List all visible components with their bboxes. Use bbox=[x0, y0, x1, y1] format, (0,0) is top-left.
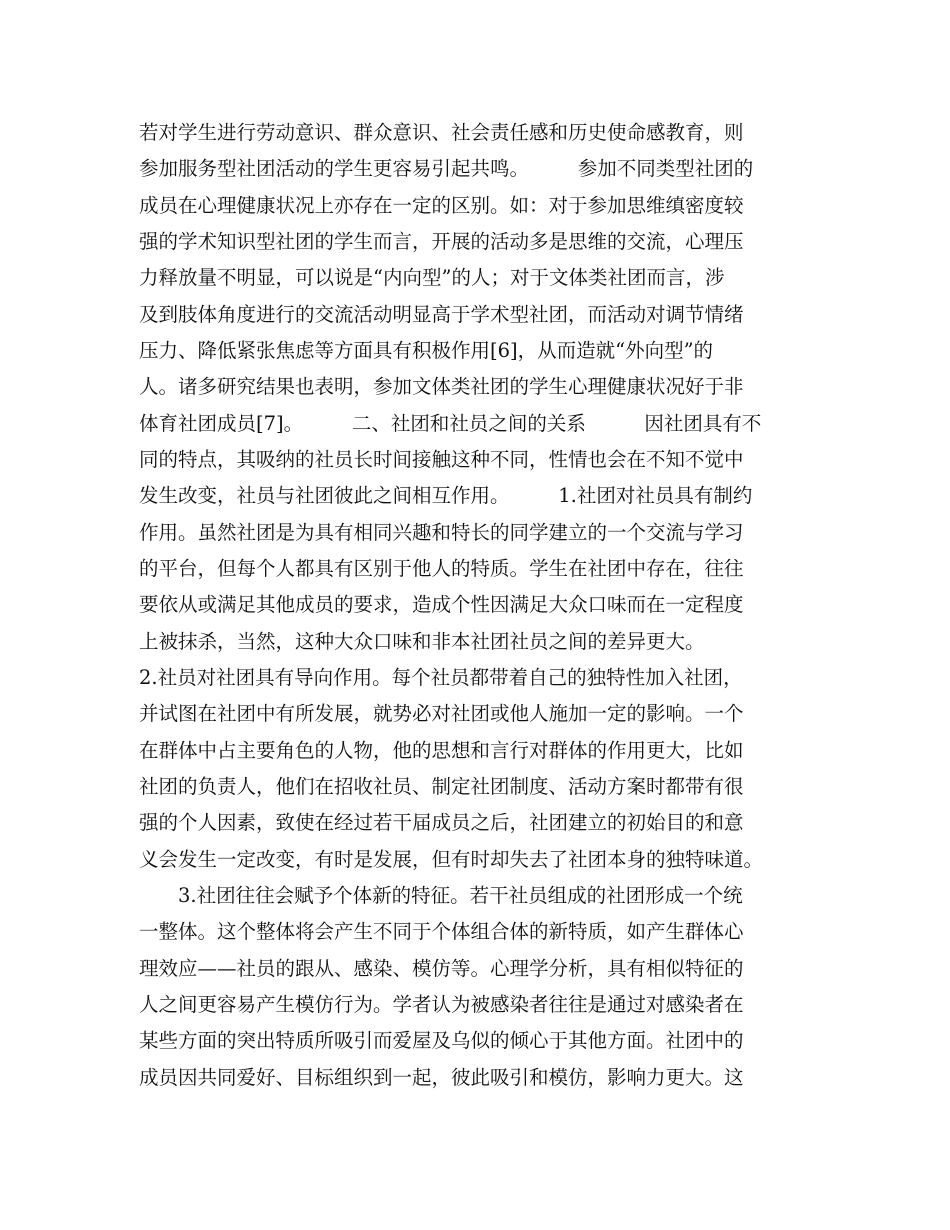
text-line: 同的特点，其吸纳的社员长时间接触这种不同，性情也会在不知不觉中 bbox=[139, 448, 744, 471]
text-line: 压力、降低紧张焦虑等方面具有积极作用[6]，从而造就“外向型”的 bbox=[139, 339, 714, 362]
text-line: 体育社团成员[7]。 二、社团和社员之间的关系 因社团具有不 bbox=[139, 412, 762, 435]
text-line: 社团的负责人，他们在招收社员、制定社团制度、活动方案时都带有很 bbox=[139, 775, 744, 798]
text-line: 一整体。这个整体将会产生不同于个体组合体的新特质，如产生群体心 bbox=[139, 920, 744, 943]
text-line: 成员因共同爱好、目标组织到一起，彼此吸引和模仿，影响力更大。这 bbox=[139, 1066, 744, 1089]
text-line: 发生改变，社员与社团彼此之间相互作用。 1.社团对社员具有制约 bbox=[139, 484, 753, 507]
text-line: 若对学生进行劳动意识、群众意识、社会责任感和历史使命感教育，则 bbox=[139, 121, 744, 144]
text-line: 成员在心理健康状况上亦存在一定的区别。如：对于参加思维缜密度较 bbox=[139, 194, 744, 217]
text-line: 作用。虽然社团是为具有相同兴趣和特长的同学建立的一个交流与学习 bbox=[139, 521, 744, 544]
text-line: 在群体中占主要角色的人物，他的思想和言行对群体的作用更大，比如 bbox=[139, 739, 744, 762]
text-line: 要依从或满足其他成员的要求，造成个性因满足大众口味而在一定程度 bbox=[139, 593, 744, 616]
text-line: 人之间更容易产生模仿行为。学者认为被感染者往往是通过对感染者在 bbox=[139, 993, 744, 1016]
text-line: 强的学术知识型社团的学生而言，开展的活动多是思维的交流，心理压 bbox=[139, 230, 744, 253]
text-line: 上被抹杀，当然，这种大众口味和非本社团社员之间的差异更大。 bbox=[139, 630, 705, 653]
text-line: 理效应——社员的跟从、感染、模仿等。心理学分析，具有相似特征的 bbox=[139, 957, 744, 980]
text-line: 义会发生一定改变，有时是发展，但有时却失去了社团本身的独特味道。 bbox=[139, 848, 764, 871]
text-line: 2.社员对社团具有导向作用。每个社员都带着自己的独特性加入社团， bbox=[139, 666, 743, 689]
text-line: 参加服务型社团活动的学生更容易引起共鸣。 参加不同类型社团的 bbox=[139, 157, 754, 180]
text-line: 某些方面的突出特质所吸引而爱屋及乌似的倾心于其他方面。社团中的 bbox=[139, 1029, 744, 1052]
text-line: 及到肢体角度进行的交流活动明显高于学术型社团，而活动对调节情绪 bbox=[139, 303, 744, 326]
text-line: 强的个人因素，致使在经过若干届成员之后，社团建立的初始目的和意 bbox=[139, 811, 744, 834]
text-line: 人。诸多研究结果也表明，参加文体类社团的学生心理健康状况好于非 bbox=[139, 375, 744, 398]
text-line: 并试图在社团中有所发展，就势必对社团或他人施加一定的影响。一个 bbox=[139, 702, 744, 725]
text-line: 的平台，但每个人都具有区别于他人的特质。学生在社团中存在，往往 bbox=[139, 557, 744, 580]
text-line: 3.社团往往会赋予个体新的特征。若干社员组成的社团形成一个统 bbox=[139, 884, 743, 907]
text-line: 力释放量不明显，可以说是“内向型”的人；对于文体类社团而言，涉 bbox=[139, 266, 725, 289]
